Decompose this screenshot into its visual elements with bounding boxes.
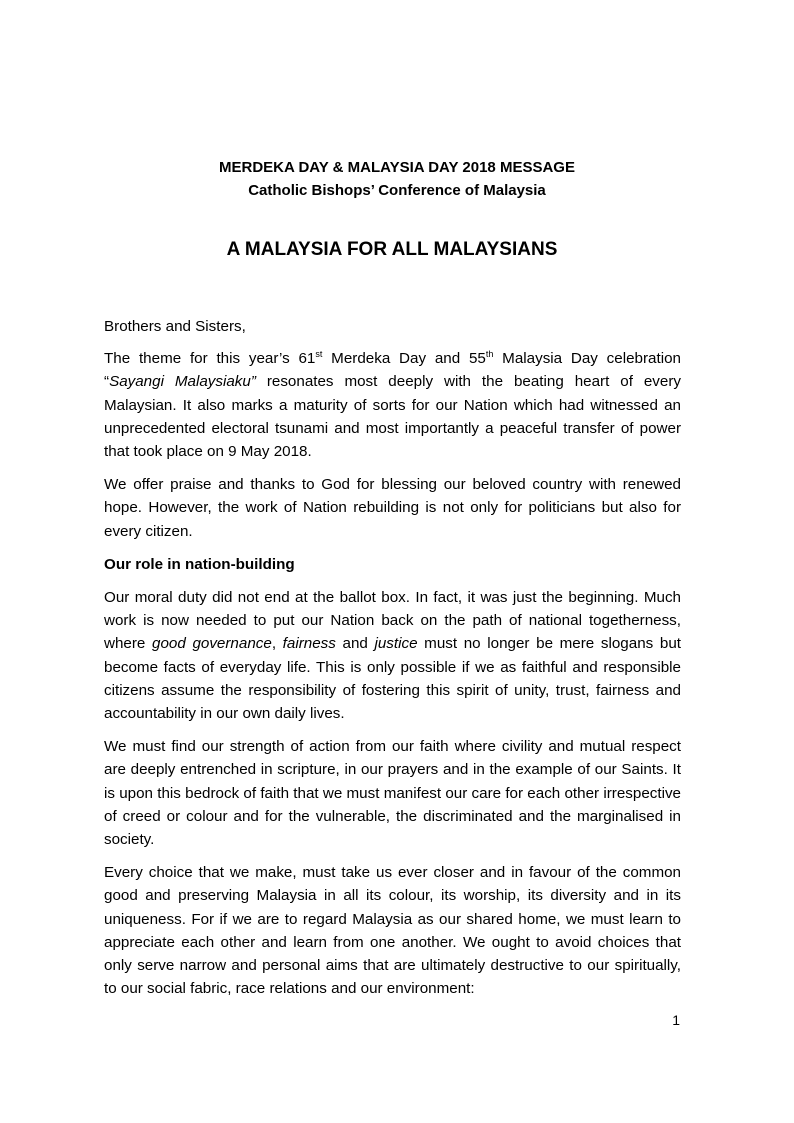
paragraph-text: Merdeka Day and 55 — [322, 350, 486, 368]
document-body — [104, 315, 681, 1010]
paragraph-text: Our moral duty did not end at the ballot box. In fact, it was just the beginning. Much work is now needed to put our Nation back on the path of national togetherness, where — [104, 589, 681, 653]
section-heading: Our role in nation-building — [104, 555, 295, 573]
salutation: Brothers and Sisters, — [104, 318, 246, 335]
header-line-1: MERDEKA DAY & MALAYSIA DAY 2018 MESSAGE — [219, 159, 575, 176]
ordinal-suffix: st — [315, 349, 323, 360]
ordinal-suffix: th — [485, 349, 494, 360]
paragraph-text: and — [335, 635, 375, 653]
paragraph-text: Malaysia Day celebration “ — [104, 350, 681, 391]
emphasis-text: good governance — [152, 635, 272, 653]
paragraph-text: must no longer be mere slogans but become facts of everyday life. This is only possible if we as faithful and responsible citizens assume the responsibility of fostering this spirit of unity, trust, fairness and accountability in our own daily lives. — [104, 635, 681, 723]
emphasis-text: justice — [374, 635, 418, 653]
theme-slogan: Sayangi Malaysiaku” — [109, 373, 256, 391]
paragraph-faith: We must find our strength of action from our faith where civility and mutual respect are deeply entrenched in scripture, in our prayers and in the example of our Saints. It is upon this bedrock of faith that we must manifest our care for each other irrespective of creed or colour and for the vulnerable, the discriminated and the marginalised in society. — [104, 738, 681, 849]
emphasis-text: fairness — [282, 635, 336, 653]
page-number: 1 — [672, 1012, 680, 1028]
document-title: A MALAYSIA FOR ALL MALAYSIANS — [226, 239, 558, 260]
header-line-2: Catholic Bishops’ Conference of Malaysia — [248, 182, 546, 199]
paragraph-text: The theme for this year’s 61 — [104, 350, 316, 368]
paragraph-theme — [104, 347, 681, 463]
paragraph-text: , — [271, 635, 283, 653]
paragraph-text: resonates most deeply with the beating heart of every Malaysian. It also marks a maturity of sorts for our Nation which had witnessed an unprecedented electoral tsunami and most importantly a peaceful transfer of power that took place on 9 May 2018. — [104, 373, 681, 461]
paragraph-choice: Every choice that we make, must take us ever closer and in favour of the common good and preserving Malaysia in all its colour, its worship, its diversity and in its uniqueness. For if we are to regard Malaysia as our shared home, we must learn to appreciate each other and learn from one another. We ought to avoid choices that only serve narrow and personal aims that are ultimately destructive to our spiritually, to our social fabric, race relations and our environment: — [104, 864, 681, 998]
paragraph-praise: We offer praise and thanks to God for blessing our beloved country with renewed hope. However, the work of Nation rebuilding is not only for politicians but also for every citizen. — [104, 476, 681, 540]
paragraph-moral-duty — [104, 586, 681, 725]
